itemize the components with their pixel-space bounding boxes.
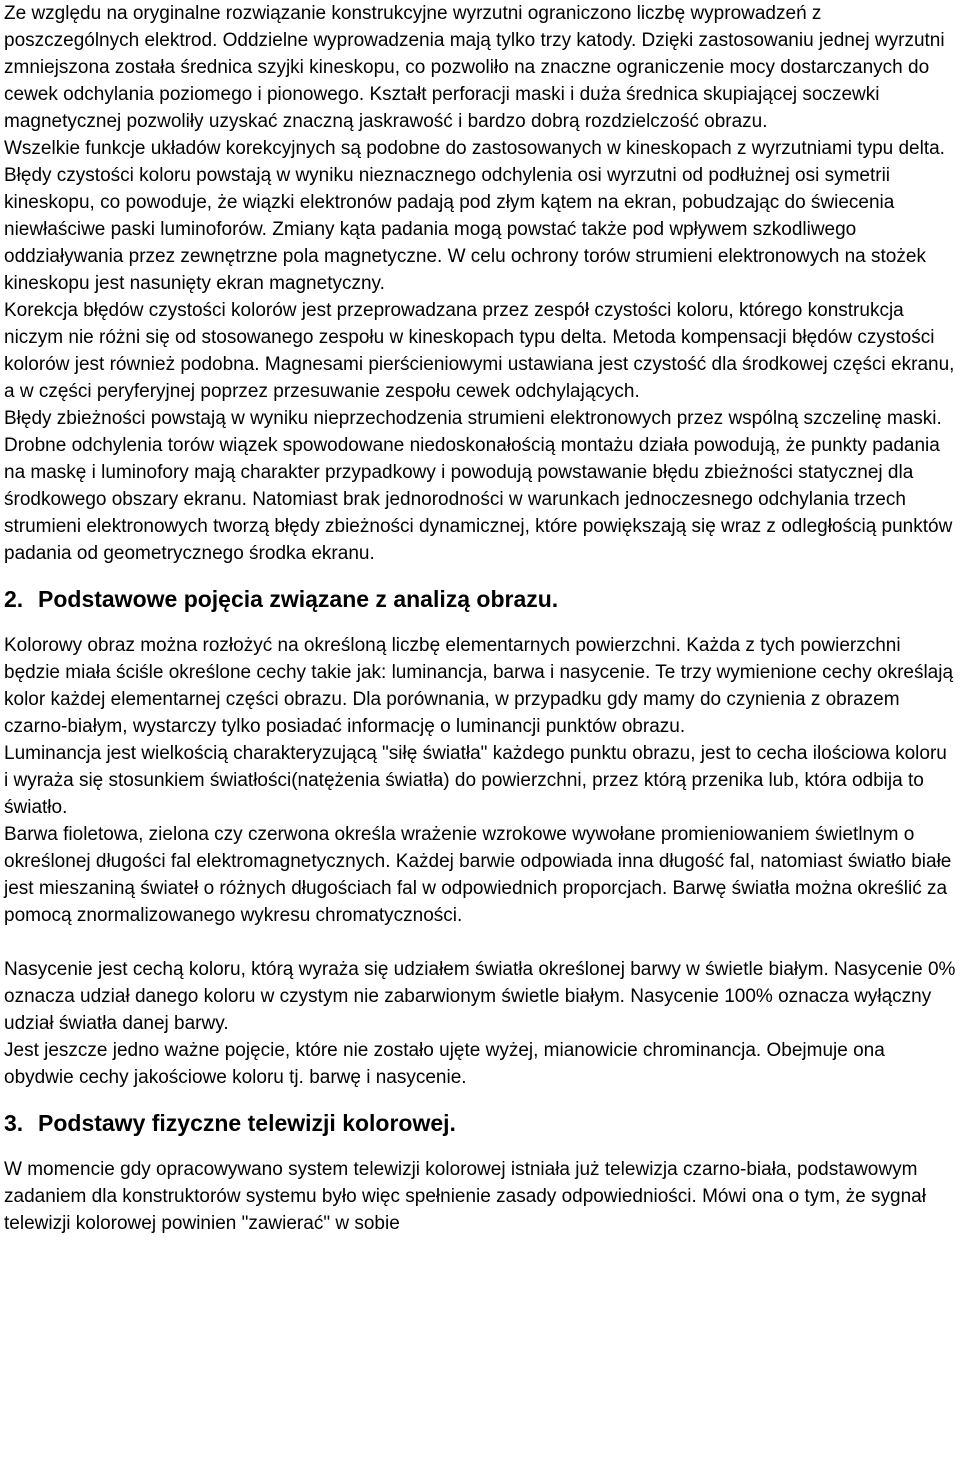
section-heading-2: [4, 583, 956, 615]
intro-text: [4, 0, 956, 567]
section-2-body-b: [4, 956, 956, 1091]
paragraph: Nasycenie jest cechą koloru, którą wyraża się udziałem światła określonej barwy w świetle białym. Nasycenie 0% oznacza udział danego koloru w czystym nie zabarwionym świetle białym. Nasycenie 100% oznacza wyłączny udział światła danej barwy.: [4, 959, 956, 1034]
paragraph: Błędy zbieżności powstają w wyniku nieprzechodzenia strumieni elektronowych przez wspólną szczelinę maski. Drobne odchylenia torów wiązek spowodowane niedoskonałością montażu działa powodują, że punkty padania na maskę i luminofory mają charakter przypadkowy i powodują powstawanie błędu zbieżności statycznej dla środkowego obszary ekranu. Natomiast brak jednorodności w warunkach jednoczesnego odchylania trzech strumieni elektronowych tworzą błędy zbieżności dynamicznej, które powiększają się wraz z odległością punktów padania od geometrycznego środka ekranu.: [4, 408, 953, 564]
section-number: 3.: [4, 1110, 24, 1136]
paragraph: Błędy czystości koloru powstają w wyniku nieznacznego odchylenia osi wyrzutni od podłużnej osi symetrii kineskopu, co powoduje, że wiązki elektronów padają pod złym kątem na ekran, pobudzając do świecenia niewłaściwe paski luminoforów. Zmiany kąta padania mogą powstać także pod wpływem szkodliwego oddziaływania przez zewnętrzne pola magnetyczne. W celu ochrony torów strumieni elektronowych na stożek kineskopu jest nasunięty ekran magnetyczny.: [4, 165, 926, 294]
section-2-body-a: [4, 632, 956, 929]
paragraph: W momencie gdy opracowywano system telewizji kolorowej istniała już telewizja czarno-biała, podstawowym zadaniem dla konstruktorów systemu było więc spełnienie zasady odpowiedniości. Mówi ona o tym, że sygnał telewizji kolorowej powinien "zawierać" w sobie: [4, 1159, 926, 1234]
paragraph: Jest jeszcze jedno ważne pojęcie, które nie zostało ujęte wyżej, mianowicie chrominancja. Obejmuje ona obydwie cechy jakościowe koloru tj. barwę i nasycenie.: [4, 1040, 885, 1088]
section-3-body: [4, 1156, 956, 1237]
document-page: [4, 0, 956, 1237]
section-number: 2.: [4, 586, 24, 612]
paragraph: Wszelkie funkcje układów korekcyjnych są podobne do zastosowanych w kineskopach z wyrzutniami typu delta.: [4, 138, 945, 159]
paragraph: Ze względu na oryginalne rozwiązanie konstrukcyjne wyrzutni ograniczono liczbę wyprowadzeń z poszczególnych elektrod. Oddzielne wyprowadzenia mają tylko trzy katody. Dzięki zastosowaniu jednej wyrzutni zmniejszona została średnica szyjki kineskopu, co pozwoliło na znaczne ograniczenie mocy dostarczanych do cewek odchylania poziomego i pionowego. Kształt perforacji maski i duża średnica skupiającej soczewki magnetycznej pozwoliły uzyskać znaczną jaskrawość i bardzo dobrą rozdzielczość obrazu.: [4, 3, 945, 132]
paragraph: Kolorowy obraz można rozłożyć na określoną liczbę elementarnych powierzchni. Każda z tych powierzchni będzie miała ściśle określone cechy takie jak: luminancja, barwa i nasycenie. Te trzy wymienione cechy określają kolor każdej elementarnej części obrazu. Dla porównania, w przypadku gdy mamy do czynienia z obrazem czarno-białym, wystarczy tylko posiadać informację o luminancji punktów obrazu.: [4, 635, 954, 737]
section-heading-3: [4, 1107, 956, 1139]
section-title: Podstawy fizyczne telewizji kolorowej.: [38, 1110, 456, 1136]
paragraph: Korekcja błędów czystości kolorów jest przeprowadzana przez zespół czystości koloru, którego konstrukcja niczym nie różni się od stosowanego zespołu w kineskopach typu delta. Metoda kompensacji błędów czystości kolorów jest również podobna. Magnesami pierścieniowymi ustawiana jest czystość dla środkowej części ekranu, a w części peryferyjnej poprzez przesuwanie zespołu cewek odchylających.: [4, 300, 955, 402]
section-title: Podstawowe pojęcia związane z analizą obrazu.: [38, 586, 559, 612]
paragraph: Luminancja jest wielkością charakteryzującą "siłę światła" każdego punktu obrazu, jest to cecha ilościowa koloru i wyraża się stosunkiem światłości(natężenia światła) do powierzchni, przez którą przenika lub, która odbija to światło.: [4, 743, 947, 818]
paragraph: Barwa fioletowa, zielona czy czerwona określa wrażenie wzrokowe wywołane promieniowaniem świetlnym o określonej długości fal elektromagnetycznych. Każdej barwie odpowiada inna długość fal, natomiast światło białe jest mieszaniną świateł o różnych długościach fal w odpowiednich proporcjach. Barwę światła można określić za pomocą znormalizowanego wykresu chromatyczności.: [4, 824, 952, 926]
